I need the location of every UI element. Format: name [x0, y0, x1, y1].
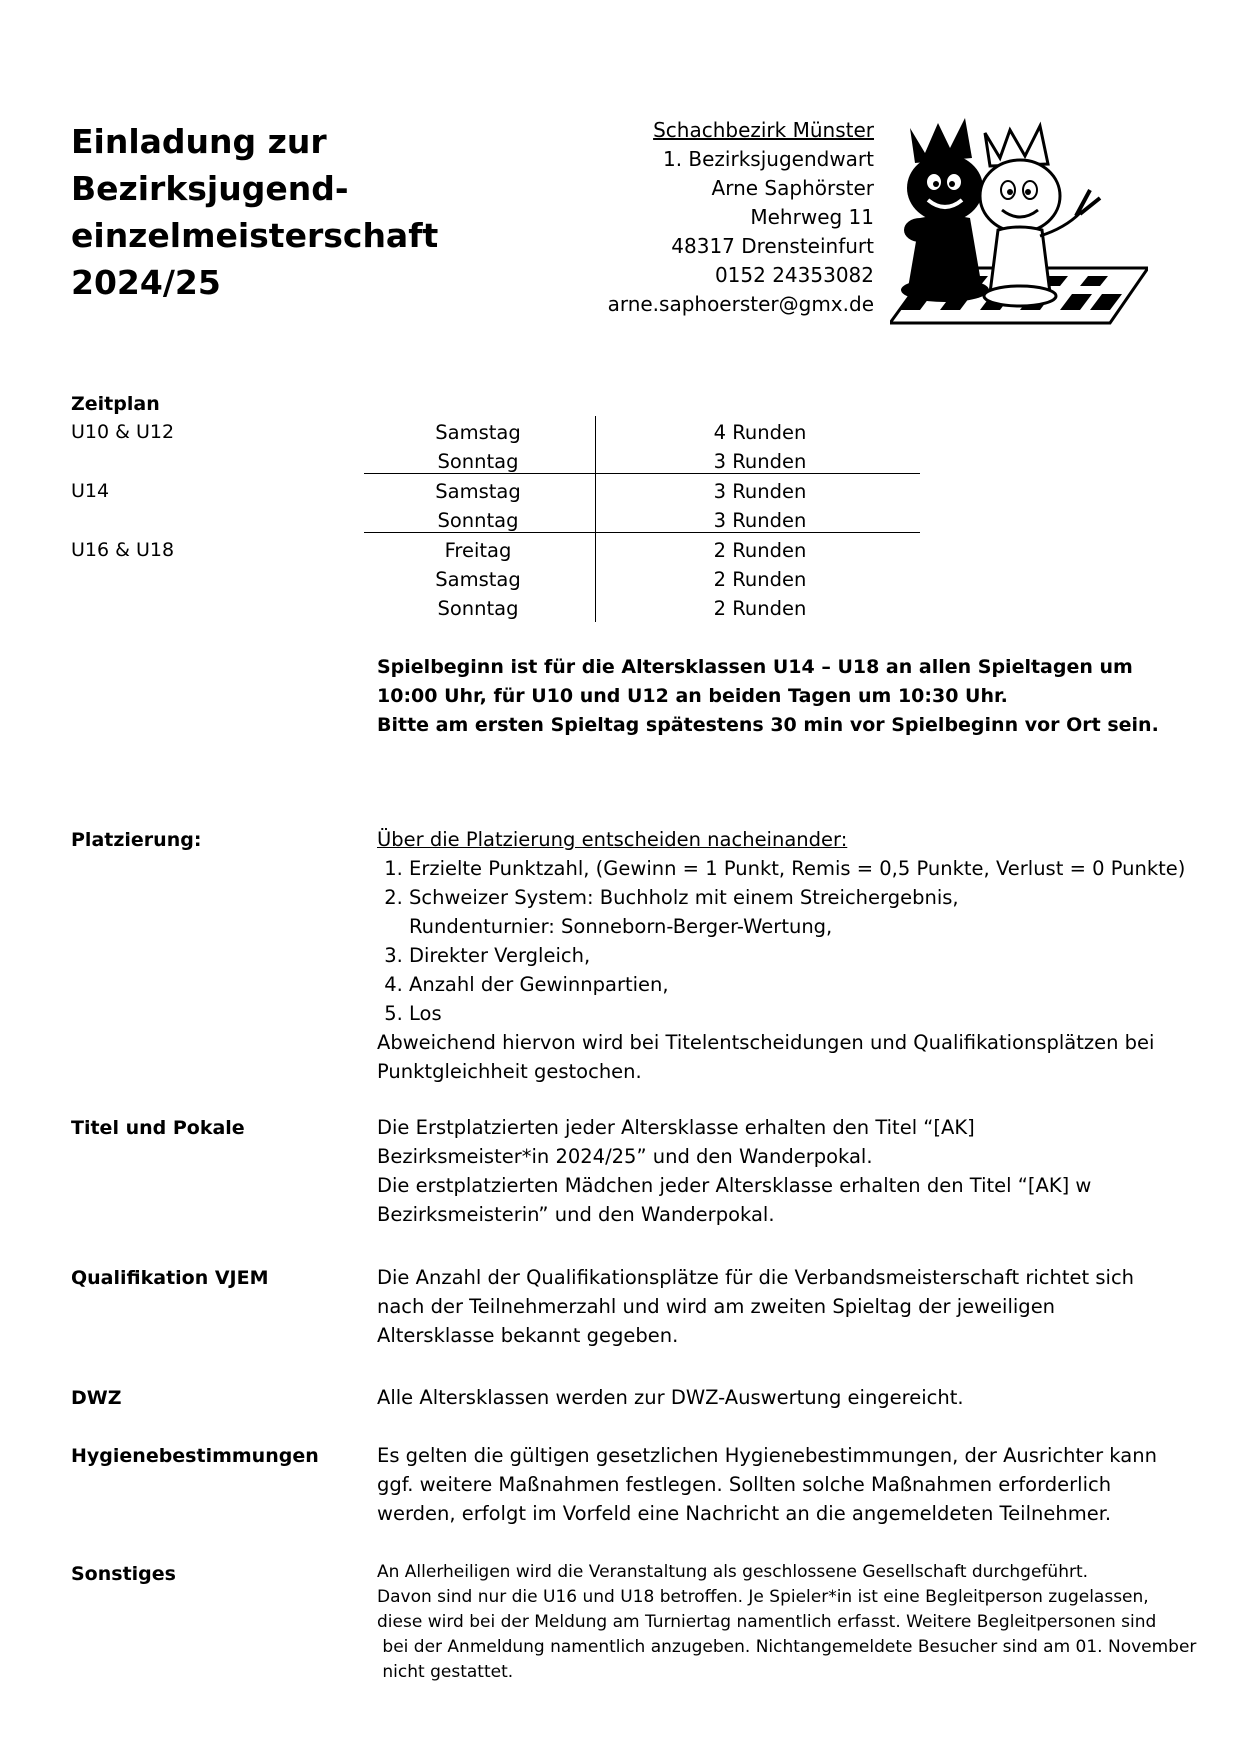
- schedule-divider: [364, 473, 920, 474]
- contact-phone: 0152 24353082: [714, 263, 874, 287]
- document-title: [71, 118, 438, 306]
- list-item: 4. Anzahl der Gewinnpartien,: [409, 970, 1185, 999]
- platzierung-section: [377, 825, 1185, 1086]
- text-line: ggf. weitere Maßnahmen festlegen. Sollten solche Maßnahmen erforderlich: [377, 1473, 1112, 1496]
- note-line: Spielbeginn ist für die Altersklassen U14 – U18 an allen Spieltagen um: [377, 656, 1133, 678]
- text-line: Davon sind nur die U16 und U18 betroffen. Je Spieler*in ist eine Begleitperson zugelassen,: [377, 1587, 1149, 1607]
- black-king-figure: [901, 118, 989, 302]
- platzierung-label: Platzierung:: [71, 829, 202, 851]
- contact-org: Schachbezirk Münster: [653, 118, 874, 142]
- schedule-rounds: 3 Runden: [713, 480, 807, 503]
- chess-kings-mascot-logo: [890, 118, 1148, 332]
- platzierung-intro: Über die Platzierung entscheiden nacheinander:: [377, 828, 848, 851]
- hygiene-text: [377, 1441, 1157, 1528]
- schedule-divider: [364, 532, 920, 533]
- schedule-rounds: 3 Runden: [713, 450, 807, 473]
- text-line: nicht gestattet.: [377, 1662, 514, 1682]
- list-item-continuation: Rundenturnier: Sonneborn-Berger-Wertung,: [409, 915, 833, 938]
- schedule-day: Freitag: [444, 539, 512, 562]
- contact-name: Arne Saphörster: [711, 176, 874, 200]
- schedule-rounds: 4 Runden: [713, 421, 807, 444]
- list-item: 5. Los: [409, 999, 1185, 1028]
- schedule-day: Sonntag: [437, 450, 519, 473]
- note-line: Bitte am ersten Spieltag spätestens 30 min vor Spielbeginn vor Ort sein.: [377, 714, 1159, 736]
- schedule-divider-vertical: [595, 416, 596, 622]
- platzierung-footer-line: Abweichend hiervon wird bei Titelentscheidungen und Qualifikationsplätzen bei: [377, 1031, 1155, 1054]
- text-line: diese wird bei der Meldung am Turniertag namentlich erfasst. Weitere Begleitpersonen sind: [377, 1612, 1157, 1632]
- text-line: An Allerheiligen wird die Veranstaltung als geschlossene Gesellschaft durchgeführt.: [377, 1562, 1089, 1582]
- titel-text: [377, 1113, 1091, 1229]
- schedule-day: Sonntag: [437, 509, 519, 532]
- zeitplan-group-label: U16 & U18: [71, 539, 175, 561]
- list-item: 1. Erzielte Punktzahl, (Gewinn = 1 Punkt, Remis = 0,5 Punkte, Verlust = 0 Punkte): [409, 854, 1185, 883]
- qualifikation-label: Qualifikation VJEM: [71, 1267, 269, 1289]
- contact-street: Mehrweg 11: [750, 205, 874, 229]
- schedule-day: Samstag: [435, 568, 521, 591]
- title-line: Bezirksjugend-: [71, 169, 349, 208]
- sonstiges-label: Sonstiges: [71, 1563, 176, 1585]
- schedule-rounds: 2 Runden: [713, 597, 807, 620]
- schedule-day: Sonntag: [437, 597, 519, 620]
- schedule-day: Samstag: [435, 421, 521, 444]
- contact-email: arne.saphoerster@gmx.de: [607, 292, 874, 316]
- text-line: Die erstplatzierten Mädchen jeder Altersklasse erhalten den Titel “[AK] w: [377, 1174, 1092, 1197]
- text-line: Die Anzahl der Qualifikationsplätze für die Verbandsmeisterschaft richtet sich: [377, 1266, 1135, 1289]
- zeitplan-group-label: U10 & U12: [71, 421, 175, 443]
- schedule-day: Samstag: [435, 480, 521, 503]
- text-line: Die Erstplatzierten jeder Altersklasse erhalten den Titel “[AK]: [377, 1116, 975, 1139]
- title-line: einzelmeisterschaft: [71, 216, 439, 255]
- dwz-label: DWZ: [71, 1387, 122, 1409]
- contact-city: 48317 Drensteinfurt: [671, 234, 874, 258]
- schedule-rounds: 2 Runden: [713, 568, 807, 591]
- text-line: Bezirksmeister*in 2024/25” und den Wanderpokal.: [377, 1145, 873, 1168]
- title-line: 2024/25: [71, 263, 221, 302]
- sonstiges-text: [377, 1560, 1196, 1685]
- dwz-text: Alle Altersklassen werden zur DWZ-Auswertung eingereicht.: [377, 1386, 964, 1409]
- text-line: Altersklasse bekannt gegeben.: [377, 1324, 679, 1347]
- contact-address: [608, 116, 874, 319]
- zeitplan-heading: Zeitplan: [71, 393, 160, 415]
- title-line: Einladung zur: [71, 122, 327, 161]
- zeitplan-group-label: U14: [71, 480, 110, 502]
- list-item: [409, 883, 1185, 941]
- hygiene-label: Hygienebestimmungen: [71, 1445, 319, 1467]
- text-line: bei der Anmeldung namentlich anzugeben. Nichtangemeldete Besucher sind am 01. November: [377, 1637, 1197, 1657]
- qualifikation-text: [377, 1263, 1134, 1350]
- schedule-rounds: 3 Runden: [713, 509, 807, 532]
- text-line: werden, erfolgt im Vorfeld eine Nachricht an die angemeldeten Teilnehmer.: [377, 1502, 1112, 1525]
- start-time-note: [377, 653, 1159, 740]
- text-line: nach der Teilnehmerzahl und wird am zweiten Spieltag der jeweiligen: [377, 1295, 1056, 1318]
- tiebreak-list: [377, 854, 1185, 1028]
- note-line: 10:00 Uhr, für U10 und U12 an beiden Tagen um 10:30 Uhr.: [377, 685, 1008, 707]
- list-item: 3. Direkter Vergleich,: [409, 941, 1185, 970]
- text-line: Es gelten die gültigen gesetzlichen Hygienebestimmungen, der Ausrichter kann: [377, 1444, 1157, 1467]
- titel-label: Titel und Pokale: [71, 1117, 245, 1139]
- text-line: Bezirksmeisterin” und den Wanderpokal.: [377, 1203, 775, 1226]
- list-item-text: Schweizer System: Buchholz mit einem Streichergebnis,: [409, 886, 959, 909]
- contact-role: 1. Bezirksjugendwart: [662, 147, 874, 171]
- schedule-rounds: 2 Runden: [713, 539, 807, 562]
- platzierung-footer-line: Punktgleichheit gestochen.: [377, 1060, 642, 1083]
